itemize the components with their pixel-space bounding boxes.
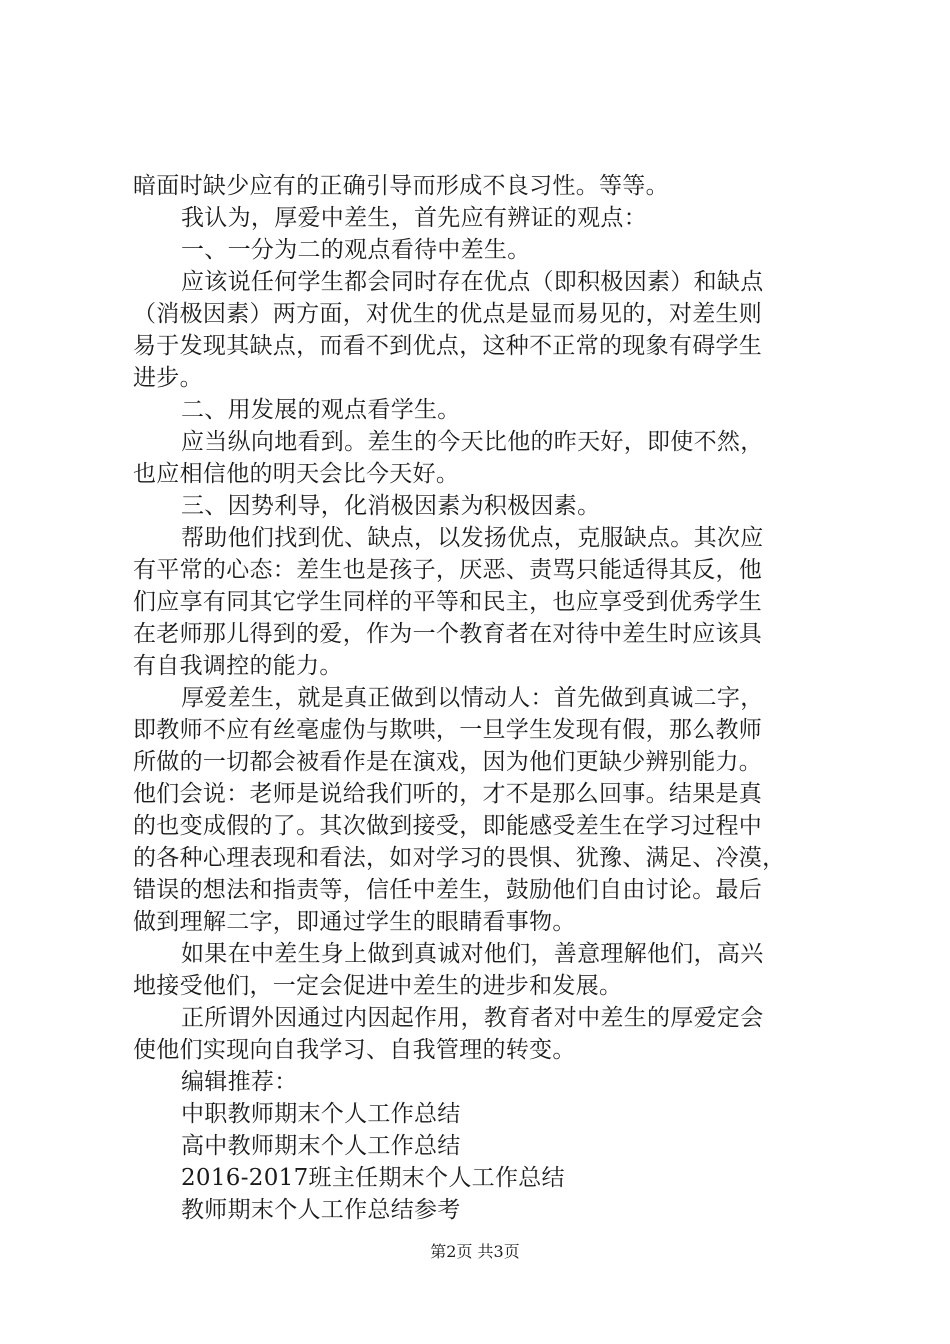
- paragraph-line: 有自我调控的能力。: [133, 653, 343, 679]
- paragraph-line: 也应相信他的明天会比今天好。: [133, 461, 460, 487]
- document-body: [133, 170, 833, 1226]
- paragraph-line: 我认为，厚爱中差生，首先应有辨证的观点：: [181, 205, 647, 231]
- paragraph-line: 厚爱差生，就是真正做到以情动人：首先做到真诚二字，: [181, 685, 764, 711]
- paragraph-line: 所做的一切都会被看作是在演戏，因为他们更缺少辨别能力。: [133, 749, 763, 775]
- paragraph-line: 做到理解二字，即通过学生的眼睛看事物。: [133, 909, 576, 935]
- paragraph-line: 使他们实现向自我学习、自我管理的转变。: [133, 1037, 576, 1063]
- paragraph-line: 暗面时缺少应有的正确引导而形成不良习性。等等。: [133, 173, 669, 199]
- recommend-link[interactable]: 高中教师期末个人工作总结: [181, 1133, 461, 1159]
- recommend-heading: 编辑推荐：: [181, 1069, 298, 1095]
- paragraph-line: 易于发现其缺点，而看不到优点，这种不正常的现象有碍学生: [133, 333, 763, 359]
- paragraph-line: 在老师那儿得到的爱，作为一个教育者在对待中差生时应该具: [133, 621, 763, 647]
- recommend-link[interactable]: 教师期末个人工作总结参考: [181, 1197, 461, 1223]
- recommend-link[interactable]: 2016-2017班主任期末个人工作总结: [181, 1165, 565, 1191]
- paragraph-line: 进步。: [133, 365, 203, 391]
- paragraph-line: 地接受他们，一定会促进中差生的进步和发展。: [133, 973, 623, 999]
- paragraph-line: 应当纵向地看到。差生的今天比他的昨天好，即使不然，: [181, 429, 764, 455]
- page-number-footer: 第2页 共3页: [430, 1242, 520, 1261]
- section-heading: 二、用发展的观点看学生。: [181, 397, 461, 423]
- section-heading: 三、因势利导，化消极因素为积极因素。: [181, 493, 601, 519]
- section-heading: 一、一分为二的观点看待中差生。: [181, 237, 531, 263]
- paragraph-line: 们应享有同其它学生同样的平等和民主，也应享受到优秀学生: [133, 589, 763, 615]
- recommend-link[interactable]: 中职教师期末个人工作总结: [181, 1101, 461, 1127]
- paragraph-line: 帮助他们找到优、缺点，以发扬优点，克服缺点。其次应: [181, 525, 764, 551]
- paragraph-line: 错误的想法和指责等，信任中差生，鼓励他们自由讨论。最后: [133, 877, 763, 903]
- paragraph-line: 正所谓外因通过内因起作用，教育者对中差生的厚爱定会: [181, 1005, 764, 1031]
- paragraph-line: 有平常的心态：差生也是孩子，厌恶、责骂只能适得其反，他: [133, 557, 763, 583]
- paragraph-line: 如果在中差生身上做到真诚对他们，善意理解他们，高兴: [181, 941, 764, 967]
- paragraph-line: 即教师不应有丝毫虚伪与欺哄，一旦学生发现有假，那么教师: [133, 717, 763, 743]
- paragraph-line: 的也变成假的了。其次做到接受，即能感受差生在学习过程中: [133, 813, 763, 839]
- paragraph-line: 他们会说：老师是说给我们听的，才不是那么回事。结果是真: [133, 781, 763, 807]
- paragraph-line: 应该说任何学生都会同时存在优点（即积极因素）和缺点: [181, 269, 764, 295]
- paragraph-line: （消极因素）两方面，对优生的优点是显而易见的，对差生则: [133, 301, 763, 327]
- paragraph-line: 的各种心理表现和看法，如对学习的畏惧、犹豫、满足、冷漠，: [133, 845, 786, 871]
